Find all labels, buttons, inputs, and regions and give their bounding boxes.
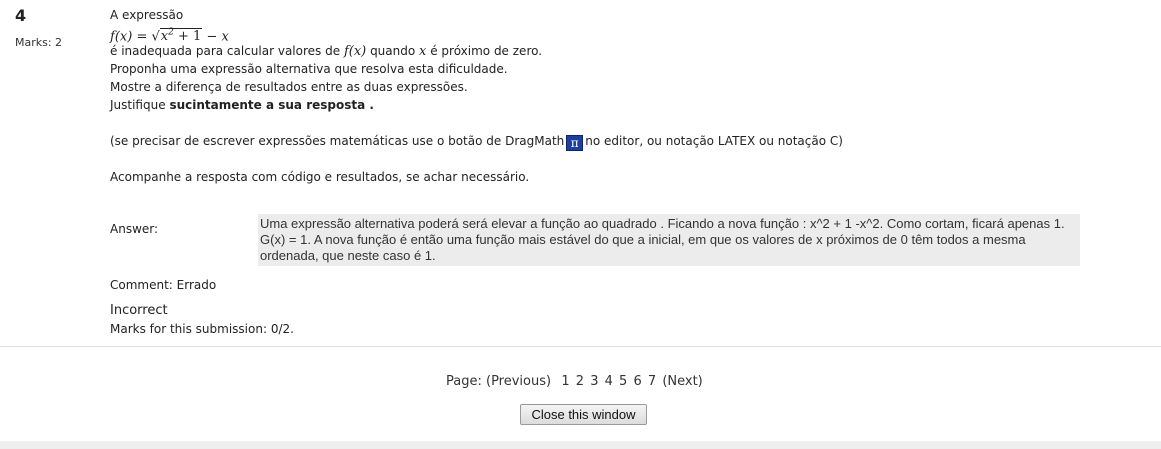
pagination-previous[interactable]: (Previous) xyxy=(486,374,552,389)
question-line-4: Mostre a diferença de resultados entre as duas expressões. xyxy=(110,80,468,94)
divider xyxy=(0,346,1161,347)
comment: Comment: Errado xyxy=(110,278,217,292)
footer-band xyxy=(0,441,1161,449)
page-link-2[interactable]: 2 xyxy=(575,374,585,389)
page-link-1[interactable]: 1 xyxy=(561,374,570,389)
question-line-5: Justifique sucintamente a sua resposta . xyxy=(110,98,374,112)
pagination-label: Page: xyxy=(446,374,482,389)
page-link-5[interactable]: 5 xyxy=(619,374,628,389)
pagination-next[interactable]: (Next) xyxy=(662,374,703,389)
answer-label: Answer: xyxy=(110,222,159,236)
question-content xyxy=(110,6,1150,336)
dragmath-icon: π xyxy=(566,135,583,151)
accompany-note: Acompanhe a resposta com código e resultados, se achar necessário. xyxy=(110,170,530,184)
question-line-2: é inadequada para calcular valores de f(x) quando x é próximo de zero. xyxy=(110,44,543,59)
page-link-3[interactable]: 3 xyxy=(590,374,599,389)
submission-marks: Marks for this submission: 0/2. xyxy=(110,322,294,336)
page-link-6[interactable]: 6 xyxy=(633,374,642,389)
pagination xyxy=(446,374,705,389)
question-marks: Marks: 2 xyxy=(15,36,63,49)
question-intro: A expressão xyxy=(110,8,184,22)
math-note: (se precisar de escrever expressões matemáticas use o botão de DragMath π no editor, ou notação LATEX ou notação C) xyxy=(110,134,843,150)
question-number: 4 xyxy=(15,6,27,25)
page-link-7[interactable]: 7 xyxy=(647,374,657,389)
answer-text: Uma expressão alternativa poderá será elevar a função ao quadrado . Ficando a nova função : x^2 + 1 -x^2. Como cortam, ficará apenas 1. G(x) = 1. A nova função é então uma função mais estável do que a inicial, em que os valores de x próximos de 0 têm todos a mesma ordenada, que neste caso é 1. xyxy=(258,214,1080,266)
question-line-3: Proponha uma expressão alternativa que resolva esta dificuldade. xyxy=(110,62,508,76)
close-window-button[interactable]: Close this window xyxy=(520,404,647,425)
page-link-4[interactable]: 4 xyxy=(604,374,613,389)
formula: $f(x) = √x^2 + 1 - x$ xyxy=(110,28,229,45)
status-incorrect: Incorrect xyxy=(110,303,168,318)
